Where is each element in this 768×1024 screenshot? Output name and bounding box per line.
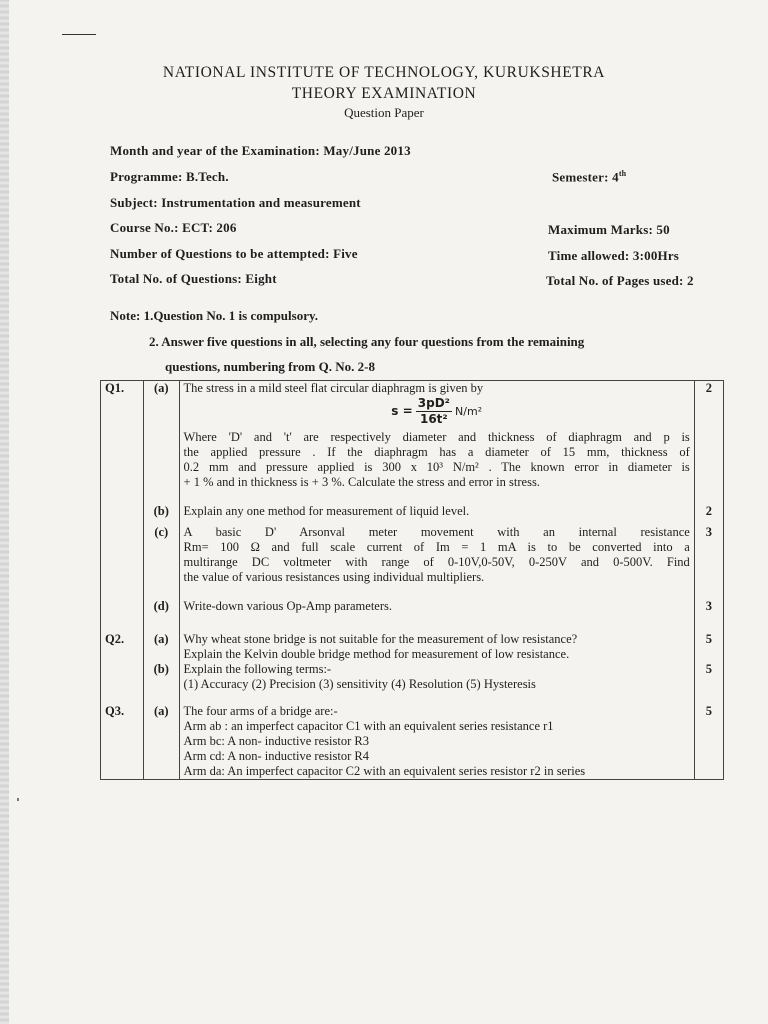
question-line: A basic D' Arsonval meter movement with an internal resistance xyxy=(183,525,690,539)
question-line: (1) Accuracy (2) Precision (3) sensitivity (4) Resolution (5) Hysteresis xyxy=(183,677,536,691)
question-number: Q2. xyxy=(101,632,144,662)
part-label: (a) xyxy=(144,632,180,662)
question-line: Explain the Kelvin double bridge method for measurement of low resistance. xyxy=(183,647,570,661)
part-label: (d) xyxy=(144,599,180,614)
question-line: multirange DC voltmeter with range of 0-10V,0-50V, 0-250V and 0-500V. Find xyxy=(183,555,690,569)
question-row-q1d xyxy=(101,599,724,614)
question-line: Rm= 100 Ω and full scale current of Im = 1 mA is to be converted into a xyxy=(183,540,690,554)
questions-attempted: Number of Questions to be attempted: Five xyxy=(110,246,358,261)
programme: Programme: B.Tech. xyxy=(110,169,229,184)
part-label: (b) xyxy=(144,504,180,519)
formula-unit: N/m² xyxy=(455,405,483,418)
scan-speck xyxy=(17,798,19,801)
exam-title: THEORY EXAMINATION xyxy=(291,85,477,102)
question-line: Explain any one method for measurement of liquid level. xyxy=(183,504,470,518)
stress-formula xyxy=(184,396,690,430)
note-2-line-1: 2. Answer five questions in all, selecting any four questions from the remaining xyxy=(149,334,585,349)
question-line: Why wheat stone bridge is not suitable for the measurement of low resistance? xyxy=(183,632,578,646)
marks: 5 xyxy=(694,632,723,662)
question-number: Q3. xyxy=(101,704,144,780)
institute-name: NATIONAL INSTITUTE OF TECHNOLOGY, KURUKSHETRA xyxy=(162,64,606,81)
marks: 3 xyxy=(694,525,723,585)
question-row-q3a xyxy=(101,704,724,780)
scan-edge xyxy=(0,0,9,1024)
row-gap xyxy=(101,692,724,704)
marks: 2 xyxy=(694,381,723,491)
formula-numerator: 3pD² xyxy=(417,396,450,410)
marks: 5 xyxy=(694,662,723,692)
part-label: (c) xyxy=(144,525,180,585)
note-2-line-2: questions, numbering from Q. No. 2-8 xyxy=(165,359,375,374)
marks: 3 xyxy=(694,599,723,614)
formula-lhs: s = xyxy=(391,404,413,418)
time-allowed: Time allowed: 3:00Hrs xyxy=(548,248,680,263)
question-line: Arm cd: A non- inductive resistor R4 xyxy=(183,749,369,763)
question-line: Arm bc: A non- inductive resistor R3 xyxy=(183,734,369,748)
question-line: the value of various resistances using individual multipliers. xyxy=(183,570,485,584)
question-line: Where 'D' and 't' are respectively diameter and thickness of diaphragm and p is xyxy=(183,430,690,444)
part-label: (a) xyxy=(144,381,180,491)
question-row-q1a xyxy=(101,381,724,491)
question-line: 0.2 mm and pressure applied is 300 x 10³ N/m² . The known error in diameter is xyxy=(183,460,690,474)
question-line: the applied pressure . If the diaphragm has a diameter of 15 mm, thickness of xyxy=(183,445,690,459)
part-label: (b) xyxy=(144,662,180,692)
question-line: Arm ab : an imperfect capacitor C1 with an equivalent series resistance r1 xyxy=(183,719,554,733)
question-row-q2a xyxy=(101,632,724,662)
question-row-q2b xyxy=(101,662,724,692)
question-text xyxy=(179,381,694,491)
month-year: Month and year of the Examination: May/June 2013 xyxy=(110,143,411,158)
max-marks: Maximum Marks: 50 xyxy=(548,222,670,237)
question-line: Write-down various Op-Amp parameters. xyxy=(183,599,393,613)
question-row-q1b xyxy=(101,504,724,519)
question-row-q1c xyxy=(101,525,724,585)
subject: Subject: Instrumentation and measurement xyxy=(110,195,361,210)
marks: 5 xyxy=(694,704,723,780)
question-line: The stress in a mild steel flat circular diaphragm is given by xyxy=(183,381,484,395)
course-no: Course No.: ECT: 206 xyxy=(110,220,237,235)
marks: 2 xyxy=(694,504,723,519)
question-line: + 1 % and in thickness is + 3 %. Calculate the stress and error in stress. xyxy=(183,475,540,489)
part-label: (a) xyxy=(144,704,180,780)
question-line: Explain the following terms:- xyxy=(183,662,332,676)
formula-fraction xyxy=(416,396,452,427)
question-number: Q1. xyxy=(101,381,144,491)
paper-title: Question Paper xyxy=(344,105,424,120)
row-gap xyxy=(101,490,724,504)
total-pages: Total No. of Pages used: 2 xyxy=(546,273,694,288)
question-line: The four arms of a bridge are:- xyxy=(183,704,338,718)
formula-denominator: 16t² xyxy=(419,412,448,426)
question-line: Arm da: An imperfect capacitor C2 with an equivalent series resistor r2 in series xyxy=(183,764,586,778)
question-table xyxy=(100,380,724,780)
note-1: Note: 1.Question No. 1 is compulsory. xyxy=(110,308,318,323)
row-gap xyxy=(101,585,724,599)
total-questions: Total No. of Questions: Eight xyxy=(110,271,277,286)
pen-mark xyxy=(62,34,96,35)
semester: Semester: 4th xyxy=(552,169,627,185)
row-gap xyxy=(101,614,724,632)
